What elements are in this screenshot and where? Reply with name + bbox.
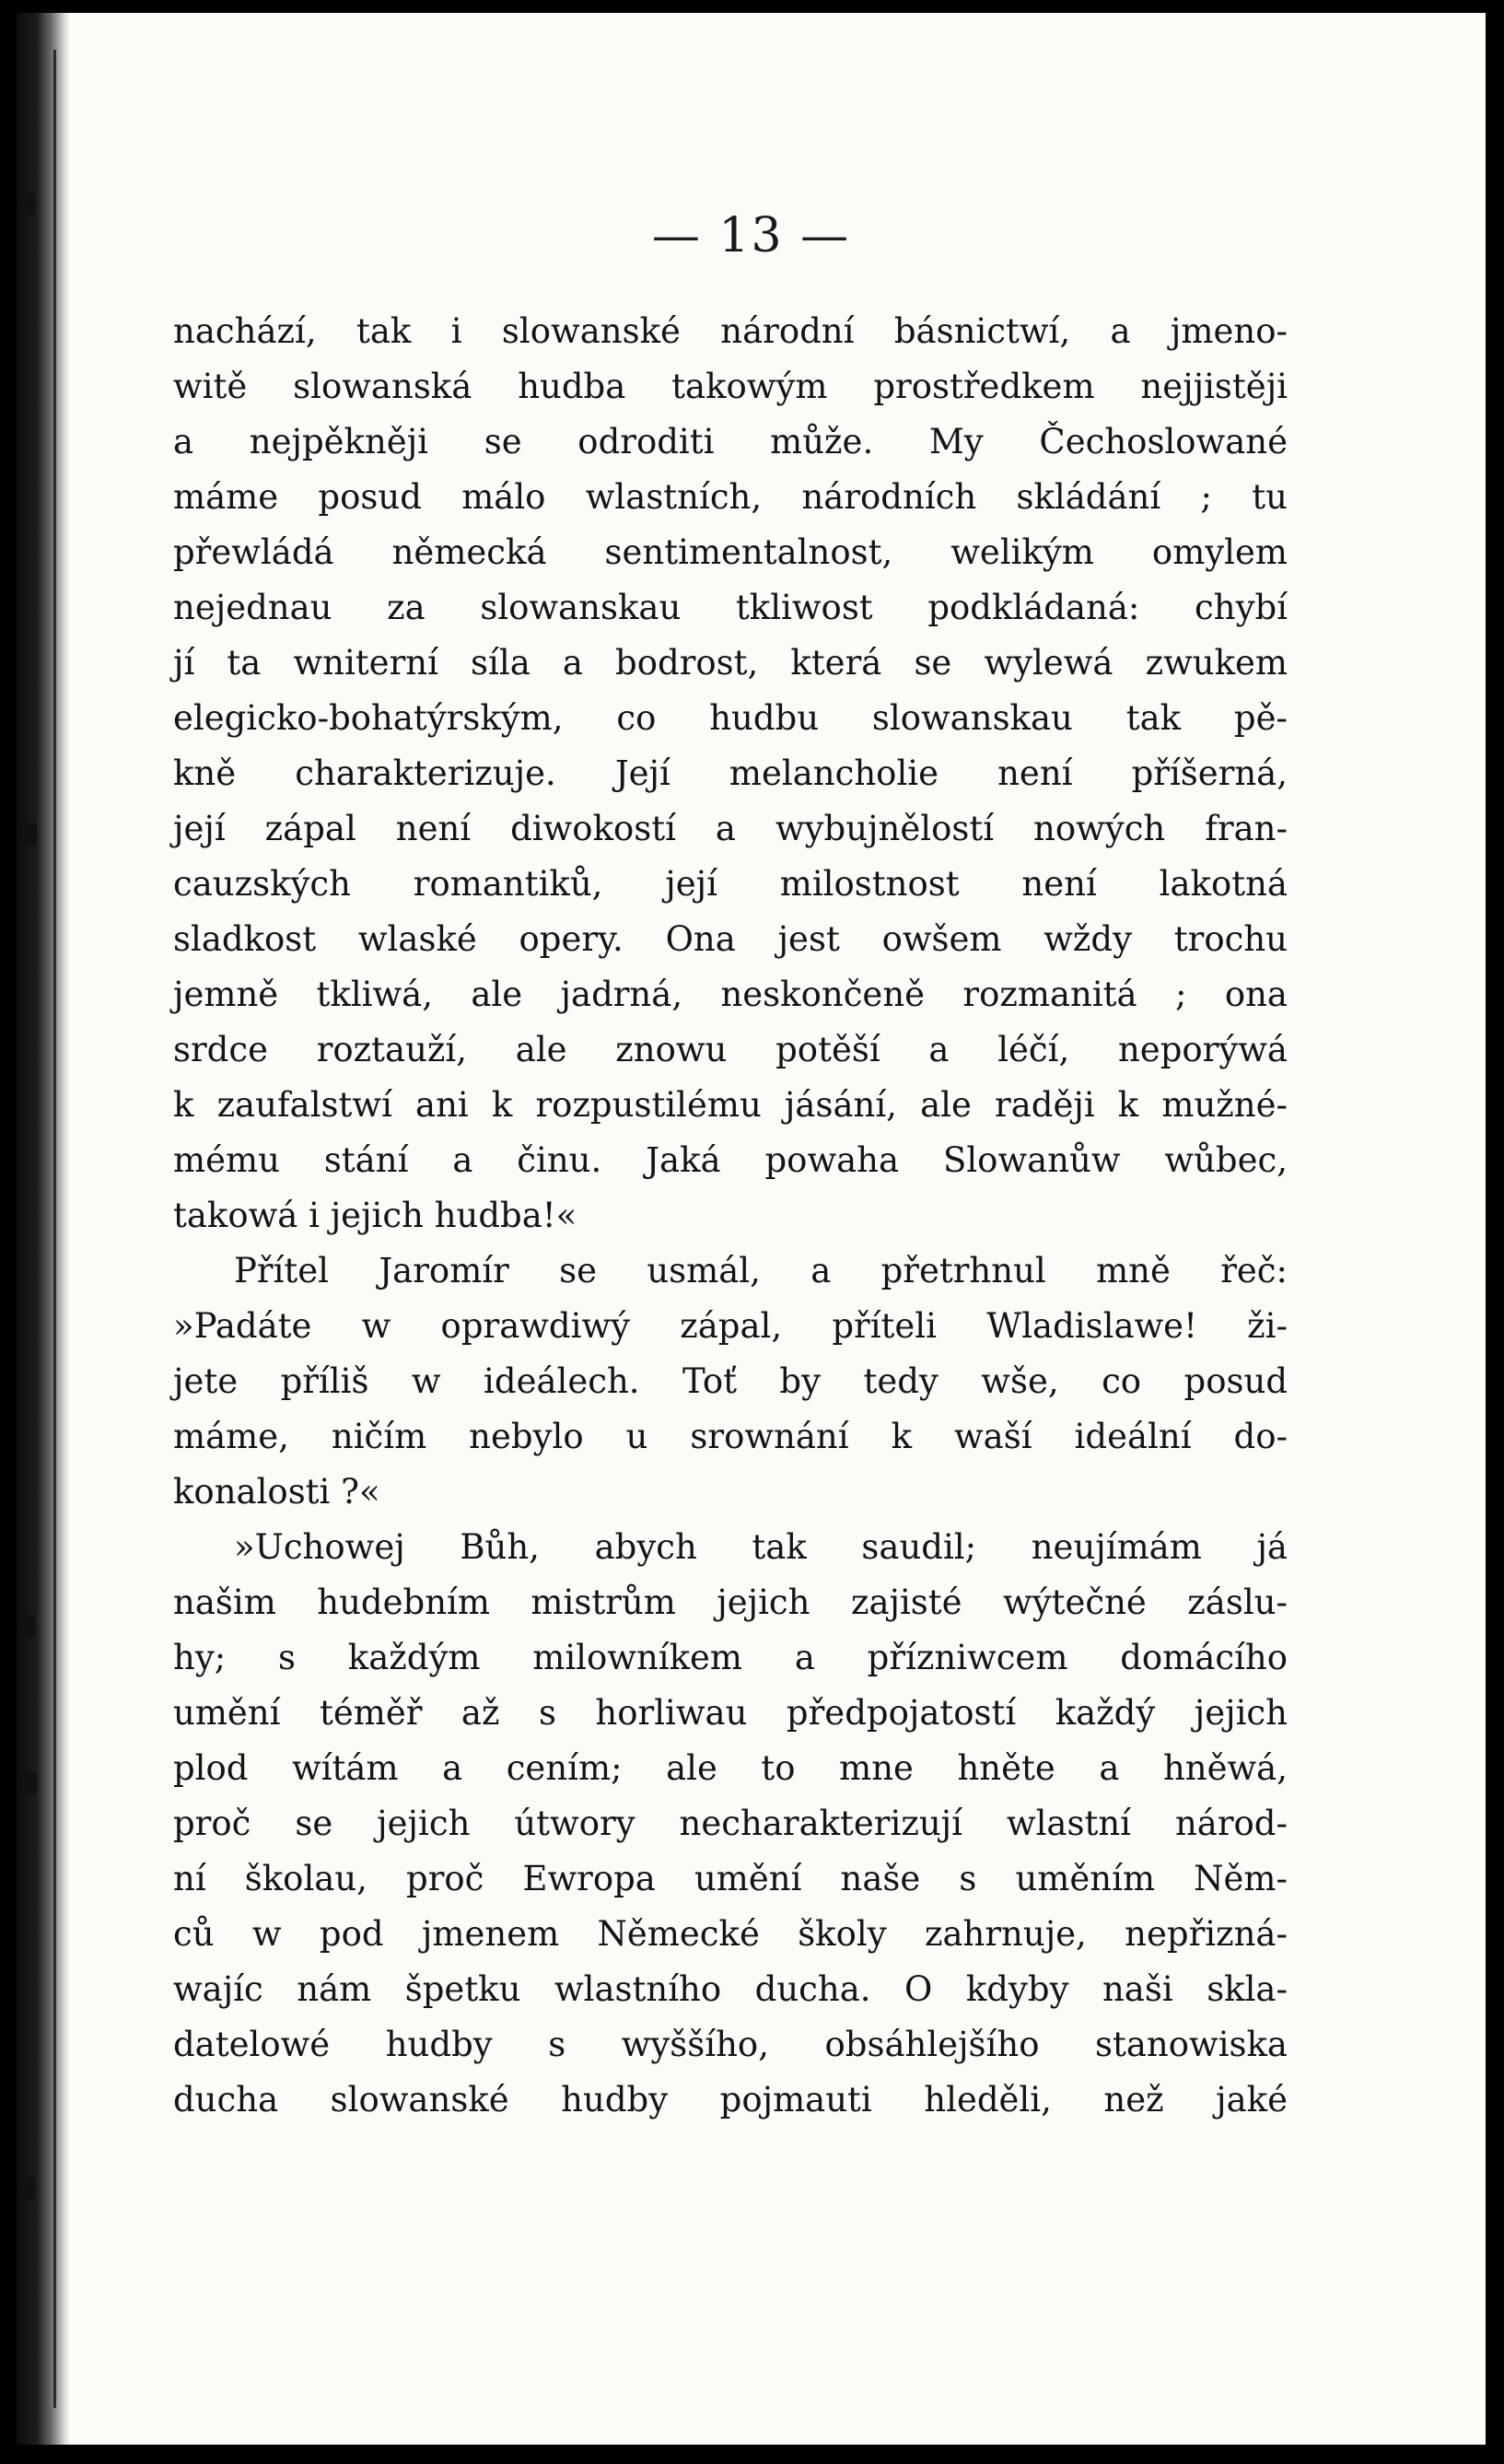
text-line: kně charakterizuje. Její melancholie není příšerná,: [173, 753, 1288, 793]
text-line: »Uchowej Bůh, abych tak saudil; neujímám já: [234, 1527, 1288, 1567]
text-line: takowá i jejich hudba!«: [173, 1196, 577, 1235]
text-line: její zápal není diwokostí a wybujnělostí nowých fran-: [173, 809, 1288, 848]
edge-mark: [20, 2178, 35, 2200]
text-line: nejednau za slowanskau tkliwost podkládaná: chybí: [173, 588, 1288, 627]
body-text: [173, 304, 1288, 2128]
text-line: sladkost wlaské opery. Ona jest owšem wždy trochu: [173, 919, 1288, 959]
text-line: proč se jejich útwory necharakterizují wlastní národ-: [173, 1804, 1288, 1843]
text-line: konalosti ?«: [173, 1472, 380, 1512]
text-line: plod wítám a cením; ale to mne hněte a hněwá,: [173, 1748, 1288, 1788]
text-line: ní školau, proč Ewropa umění naše s uměním Něm-: [173, 1859, 1288, 1898]
edge-mark: [22, 823, 37, 846]
text-line: elegicko-bohatýrským, co hudbu slowanskau tak pě-: [173, 698, 1288, 738]
text-line: jí ta wniterní síla a bodrost, která se wylewá zwukem: [173, 643, 1288, 683]
text-line: jete příliš w ideálech. Toť by tedy wše, co posud: [173, 1361, 1288, 1401]
text-line: přewládá německá sentimentalnost, welikým omylem: [173, 532, 1288, 572]
text-line: »Padáte w oprawdiwý zápal, příteli Wladislawe! ži-: [173, 1306, 1288, 1346]
text-line: cauzských romantiků, její milostnost není lakotná: [173, 864, 1288, 904]
edge-mark: [20, 1616, 35, 1638]
text-line: našim hudebním mistrům jejich zajisté wýtečné záslu-: [173, 1582, 1288, 1622]
text-line: máme, ničím nebylo u srownání k waší ideální do-: [173, 1417, 1288, 1456]
page-number: — 13 —: [651, 208, 851, 263]
text-line: Přítel Jaromír se usmál, a přetrhnul mně řeč:: [234, 1251, 1288, 1290]
text-line: máme posud málo wlastních, národních skládání ; tu: [173, 477, 1288, 517]
book-page: [17, 13, 1486, 2445]
text-line: k zaufalstwí ani k rozpustilému jásání, ale raději k mužné-: [173, 1085, 1288, 1125]
text-line: ducha slowanské hudby pojmauti hleděli, než jaké: [173, 2080, 1288, 2120]
text-line: ců w pod jmenem Německé školy zahrnuje, nepřizná-: [173, 1914, 1288, 1954]
text-line: hy; s každým milowníkem a přízniwcem domácího: [173, 1638, 1288, 1677]
text-line: witě slowanská hudba takowým prostředkem nejjistěji: [173, 367, 1288, 406]
binding-shadow-line: [53, 50, 56, 2408]
text-line: wajíc nám špetku wlastního ducha. O kdyby naši skla-: [173, 1969, 1288, 2009]
text-line: jemně tkliwá, ale jadrná, neskončeně rozmanitá ; ona: [173, 975, 1288, 1014]
text-line: umění téměř až s horliwau předpojatostí každý jejich: [173, 1693, 1288, 1733]
text-line: a nejpěkněji se odroditi může. My Čechoslowané: [173, 422, 1288, 461]
text-line: datelowé hudby s wyššího, obsáhlejšího stanowiska: [173, 2025, 1288, 2064]
text-line: mému stání a činu. Jaká powaha Slowanůw wůbec,: [173, 1140, 1288, 1180]
text-line: srdce roztauží, ale znowu potěší a léčí, neporýwá: [173, 1030, 1288, 1069]
edge-mark: [22, 1772, 37, 1794]
page-binding-edge: [17, 13, 70, 2445]
text-line: nachází, tak i slowanské národní básnictwí, a jmeno-: [173, 311, 1288, 351]
